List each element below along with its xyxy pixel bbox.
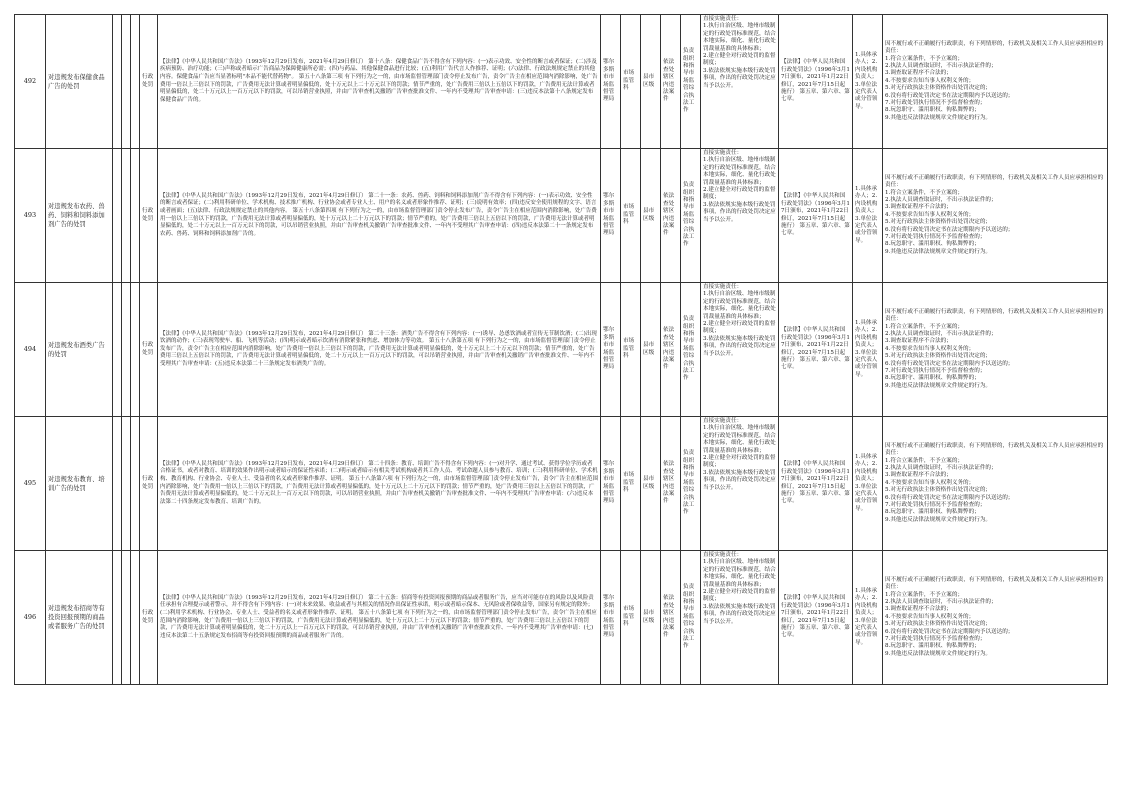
liability-line: 9.其他违反法律法规规章文件规定的行为。: [885, 114, 992, 121]
row-number: 496: [15, 551, 46, 685]
liability-line: 因不履行或不正确履行行政职责，有下列情形的，行政机关及相关工作人员应承担相应的责任：: [885, 442, 1104, 457]
duty-line: 直接实施责任：: [703, 16, 743, 22]
liability-situations: [883, 417, 1108, 551]
duty-line: 3.依法依规实施本级行政处罚事项，作出的行政处罚决定应当予以公开。: [703, 603, 776, 625]
accountability-basis: 【法律】《中华人民共和国行政处罚法》（1996年3月17日颁布，2021年1月22日修订，2021年7月15日起施行） 第五章、第六章、第七章。: [779, 283, 853, 417]
item-name: 对违规发布酒类广告的处罚: [46, 283, 113, 417]
legal-basis: 【法律】《中华人民共和国广告法》（1993年12月29日发布，2021年4月29日修订） 第十八条：保健食品广告不得含有下列内容：(一)表示功效、安全性的断言或者保证；(二)涉及疾病预防、治疗功能；(三)声称或者暗示广告商品为保障健康所必需；(四)与药品、其他保健食品进行比较；(五)利用广告代言人作推荐、证明；(六)法律、行政法规规定禁止的其他内容。保健食品广告应当显著标明"本品不能代替药物"。 第五十八条第三项 有下列行为之一的，由市场监督管理部门责令停止发布广告，责令广告主在相应范围内消除影响，处广告费用一倍以上三倍以下的罚款，广告费用无法计算或者明显偏低的，处十万元以上二十万元以下的罚款；情节严重的，处广告费用三倍以上五倍以下的罚款，广告费用无法计算或者明显偏低的，处二十万元以上一百万元以下的罚款，可以吊销营业执照，并由广告审查机关撤销广告审查批准文件、一年内不受理其广告审查申请：(三)违反本法第十八条规定发布保健食品广告的。: [158, 15, 601, 149]
liability-line: 2.执法人员调查取证时，不出示执法证件的；: [885, 330, 997, 337]
duty-line: 直接实施责任：: [703, 552, 743, 558]
liability-line: 1.符合立案条件，不予立案的；: [885, 55, 964, 62]
blank-cell: [122, 417, 131, 551]
liability-line: 因不履行或不正确履行行政职责，有下列情形的，行政机关及相关工作人员应承担相应的责任：: [885, 40, 1104, 55]
exercise-mode: 依法查处辖区内违法案件: [661, 283, 681, 417]
table-row: [15, 15, 1108, 149]
power-list-table: [14, 14, 1108, 685]
implementing-dept: 鄂尔多斯市市场监督管理局: [601, 551, 621, 685]
responsibility-subject: 负责组织和指导市场监管综合执法工作: [681, 149, 701, 283]
liability-line: 9.其他违反法律法规规章文件规定的行为。: [885, 650, 992, 657]
liability-line: 3.调查取证程序不合法的；: [885, 70, 952, 77]
duty-line: 直接实施责任：: [703, 150, 743, 156]
liability-line: 3.调查取证程序不合法的；: [885, 606, 952, 613]
implementing-dept: 鄂尔多斯市市场监督管理局: [601, 149, 621, 283]
liability-situations: [883, 149, 1108, 283]
legal-basis: 【法律】《中华人民共和国广告法》（1993年12月29日发布，2021年4月29日修订） 第二十一条：农药、兽药、饲料和饲料添加剂广告不得含有下列内容：(一)表示功效、安全性的断言或者保证；(二)利用科研单位、学术机构、技术推广机构、行业协会或者专业人士、用户的名义或者形象作推荐、证明；(三)说明有效率；(四)违反安全使用规程的文字、语言或者画面；(五)法律、行政法规规定禁止的其他内容。 第五十八条第四项 有下列行为之一的，由市场监督管理部门责令停止发布广告，责令广告主在相应范围内消除影响，处广告费用一倍以上三倍以下的罚款，广告费用无法计算或者明显偏低的，处十万元以上二十万元以下的罚款；情节严重的，处广告费用三倍以上五倍以下的罚款，广告费用无法计算或者明显偏低的，处二十万元以上一百万元以下的罚款，可以吊销营业执照，并由广告审查机关撤销广告审查批准文件、一年内不受理其广告审查申请：(四)违反本法第二十一条规定发布农药、兽药、饲料和饲料添加剂广告的。: [158, 149, 601, 283]
exercise-mode: 依法查处辖区内违法案件: [661, 417, 681, 551]
blank-cell: [122, 149, 131, 283]
accountability-basis: 【法律】《中华人民共和国行政处罚法》（1996年3月17日颁布，2021年1月22日修订，2021年7月15日起施行） 第五章、第六章、第七章。: [779, 149, 853, 283]
table-row: [15, 417, 1108, 551]
duty-line: 1.执行自治区级、地州市级制定的行政处罚标准规范，结合本地实际，细化、量化行政处罚裁量基准的具体标准；: [703, 291, 776, 320]
duty-line: 2.建立健全对行政处罚的监督制度；: [703, 187, 776, 201]
accountable-persons: 1.具体承办人；2.内设机构负责人；3.单位法定代表人或分管领导。: [853, 551, 883, 685]
duty-line: 2.建立健全对行政处罚的监督制度；: [703, 455, 776, 469]
liability-line: 8.玩忽职守、滥用职权、徇私舞弊的；: [885, 375, 980, 382]
item-type: 行政处罚: [140, 551, 158, 685]
liability-line: 9.其他违反法律法规规章文件规定的行为。: [885, 516, 992, 523]
duty-list: [701, 15, 779, 149]
liability-line: 7.对行政处罚执行情况不予监督检查的；: [885, 636, 986, 643]
blank-cell: [131, 15, 140, 149]
accountability-basis: 【法律】《中华人民共和国行政处罚法》（1996年3月17日颁布，2021年1月22日修订，2021年7月15日起施行） 第五章、第六章、第七章。: [779, 417, 853, 551]
liability-line: 7.对行政处罚执行情况不予监督检查的；: [885, 368, 986, 375]
liability-situations: [883, 551, 1108, 685]
accountable-persons: 1.具体承办人；2.内设机构负责人；3.单位法定代表人或分管领导。: [853, 417, 883, 551]
exercise-mode: 依法查处辖区内违法案件: [661, 551, 681, 685]
accountable-persons: 1.具体承办人；2.内设机构负责人；3.单位法定代表人或分管领导。: [853, 283, 883, 417]
accountable-persons: 1.具体承办人；2.内设机构负责人；3.单位法定代表人或分管领导。: [853, 149, 883, 283]
liability-situations: [883, 15, 1108, 149]
liability-line: 2.执法人员调查取证时，不出示执法证件的；: [885, 62, 997, 69]
blank-cell: [113, 417, 122, 551]
table-row: [15, 283, 1108, 417]
item-name: 对违规发布教育、培训广告的处罚: [46, 417, 113, 551]
accountability-basis: 【法律】《中华人民共和国行政处罚法》（1996年3月17日颁布，2021年1月22日修订，2021年7月15日起施行） 第五章、第六章、第七章。: [779, 551, 853, 685]
liability-line: 9.其他违反法律法规规章文件规定的行为。: [885, 248, 992, 255]
liability-line: 4.不按要求告知当事人权利义务的；: [885, 613, 975, 620]
liability-line: 8.玩忽职守、滥用职权、徇私舞弊的；: [885, 107, 980, 114]
exercise-mode: 依法查处辖区内违法案件: [661, 149, 681, 283]
liability-line: 2.执法人员调查取证时，不出示执法证件的；: [885, 598, 997, 605]
liability-line: 3.调查取证程序不合法的；: [885, 204, 952, 211]
duty-line: 1.执行自治区级、地州市级制定的行政处罚标准规范，结合本地实际，细化、量化行政处罚裁量基准的具体标准；: [703, 559, 776, 588]
legal-basis: 【法律】《中华人民共和国广告法》（1993年12月29日发布，2021年4月29日修订） 第二十三条：酒类广告不得含有下列内容：(一)诱导、怂恿饮酒或者宣传无节制饮酒；(二)出现饮酒的动作；(三)表现驾驶车、船、飞机等活动；(四)明示或者暗示饮酒有消除紧张和焦虑、增加体力等功效。 第五十八条第五项 有下列行为之一的，由市场监督管理部门责令停止发布广告，责令广告主在相应范围内消除影响，处广告费用一倍以上三倍以下的罚款，广告费用无法计算或者明显偏低的，处十万元以上二十万元以下的罚款；情节严重的，处广告费用三倍以上五倍以下的罚款，广告费用无法计算或者明显偏低的，处二十万元以上一百万元以下的罚款，可以吊销营业执照，并由广告审查机关撤销广告审查批准文件、一年内不受理其广告审查申请：(五)违反本法第二十三条规定发布酒类广告的。: [158, 283, 601, 417]
duty-list: [701, 283, 779, 417]
liability-line: 5.对无行政执法主体资格作出处罚决定的；: [885, 219, 992, 226]
blank-cell: [131, 551, 140, 685]
duty-list: [701, 149, 779, 283]
duty-line: 1.执行自治区级、地州市级制定的行政处罚标准规范，结合本地实际，细化、量化行政处罚裁量基准的具体标准；: [703, 425, 776, 454]
item-type: 行政处罚: [140, 149, 158, 283]
blank-cell: [131, 149, 140, 283]
blank-cell: [122, 283, 131, 417]
implementing-dept: 鄂尔多斯市市场监督管理局: [601, 417, 621, 551]
liability-line: 1.符合立案条件，不予立案的；: [885, 457, 964, 464]
item-name: 对违规发布农药、兽药、饲料和饲料添加剂广告的处罚: [46, 149, 113, 283]
liability-line: 1.符合立案条件，不予立案的；: [885, 591, 964, 598]
liability-line: 6.没有将行政处罚决定书在法定期限内予以送达的；: [885, 494, 1014, 501]
liability-line: 4.不按要求告知当事人权利义务的；: [885, 211, 975, 218]
liability-line: 8.玩忽职守、滥用职权、徇私舞弊的；: [885, 643, 980, 650]
liability-line: 7.对行政处罚执行情况不予监督检查的；: [885, 502, 986, 509]
duty-line: 1.执行自治区级、地州市级制定的行政处罚标准规范，结合本地实际，细化、量化行政处罚裁量基准的具体标准；: [703, 157, 776, 186]
duty-list: [701, 417, 779, 551]
liability-line: 6.没有将行政处罚决定书在法定期限内予以送达的；: [885, 360, 1014, 367]
liability-line: 7.对行政处罚执行情况不予监督检查的；: [885, 234, 986, 241]
responsible-section: 市场监管科: [621, 417, 641, 551]
duty-line: 2.建立健全对行政处罚的监督制度；: [703, 53, 776, 67]
item-name: 对违规发布保健食品广告的处罚: [46, 15, 113, 149]
liability-line: 4.不按要求告知当事人权利义务的；: [885, 77, 975, 84]
liability-line: 3.调查取证程序不合法的；: [885, 338, 952, 345]
duty-line: 1.执行自治区级、地州市级制定的行政处罚标准规范，结合本地实际，细化、量化行政处罚裁量基准的具体标准；: [703, 23, 776, 52]
table-row: [15, 551, 1108, 685]
blank-cell: [113, 283, 122, 417]
liability-line: 1.符合立案条件，不予立案的；: [885, 189, 964, 196]
liability-line: 8.玩忽职守、滥用职权、徇私舞弊的；: [885, 509, 980, 516]
accountable-persons: 1.具体承办人；2.内设机构负责人；3.单位法定代表人或分管领导。: [853, 15, 883, 149]
exercise-level: 县市区级: [641, 283, 661, 417]
liability-line: 6.没有将行政处罚决定书在法定期限内予以送达的；: [885, 628, 1014, 635]
liability-line: 5.对无行政执法主体资格作出处罚决定的；: [885, 353, 992, 360]
liability-line: 9.其他违反法律法规规章文件规定的行为。: [885, 382, 992, 389]
blank-cell: [131, 417, 140, 551]
responsible-section: 市场监管科: [621, 551, 641, 685]
item-type: 行政处罚: [140, 15, 158, 149]
liability-line: 3.调查取证程序不合法的；: [885, 472, 952, 479]
duty-line: 直接实施责任：: [703, 418, 743, 424]
liability-line: 因不履行或不正确履行行政职责，有下列情形的，行政机关及相关工作人员应承担相应的责任：: [885, 308, 1104, 323]
exercise-level: 县市区级: [641, 417, 661, 551]
responsible-section: 市场监管科: [621, 283, 641, 417]
liability-line: 2.执法人员调查取证时，不出示执法证件的；: [885, 196, 997, 203]
liability-line: 4.不按要求告知当事人权利义务的；: [885, 345, 975, 352]
exercise-level: 县市区级: [641, 551, 661, 685]
liability-line: 5.对无行政执法主体资格作出处罚决定的；: [885, 621, 992, 628]
exercise-level: 县市区级: [641, 15, 661, 149]
liability-line: 8.玩忽职守、滥用职权、徇私舞弊的；: [885, 241, 980, 248]
blank-cell: [122, 15, 131, 149]
blank-cell: [113, 551, 122, 685]
implementing-dept: 鄂尔多斯市市场监督管理局: [601, 283, 621, 417]
table-row: [15, 149, 1108, 283]
accountability-basis: 【法律】《中华人民共和国行政处罚法》（1996年3月17日颁布，2021年1月22日修订，2021年7月15日起施行） 第五章、第六章、第七章。: [779, 15, 853, 149]
duty-line: 2.建立健全对行政处罚的监督制度；: [703, 589, 776, 603]
duty-list: [701, 551, 779, 685]
liability-line: 7.对行政处罚执行情况不予监督检查的；: [885, 100, 986, 107]
liability-line: 因不履行或不正确履行行政职责，有下列情形的，行政机关及相关工作人员应承担相应的责任：: [885, 576, 1104, 591]
duty-line: 2.建立健全对行政处罚的监督制度；: [703, 321, 776, 335]
liability-line: 因不履行或不正确履行行政职责，有下列情形的，行政机关及相关工作人员应承担相应的责任：: [885, 174, 1104, 189]
liability-line: 5.对无行政执法主体资格作出处罚决定的；: [885, 487, 992, 494]
blank-cell: [122, 551, 131, 685]
exercise-level: 县市区级: [641, 149, 661, 283]
responsible-section: 市场监管科: [621, 149, 641, 283]
row-number: 493: [15, 149, 46, 283]
duty-line: 3.依法依规实施本级行政处罚事项，作出的行政处罚决定应当予以公开。: [703, 67, 776, 89]
row-number: 495: [15, 417, 46, 551]
liability-situations: [883, 283, 1108, 417]
liability-line: 6.没有将行政处罚决定书在法定期限内予以送达的；: [885, 92, 1014, 99]
blank-cell: [113, 15, 122, 149]
responsible-section: 市场监管科: [621, 15, 641, 149]
liability-line: 2.执法人员调查取证时，不出示执法证件的；: [885, 464, 997, 471]
item-type: 行政处罚: [140, 283, 158, 417]
responsibility-subject: 负责组织和指导市场监管综合执法工作: [681, 551, 701, 685]
liability-line: 4.不按要求告知当事人权利义务的；: [885, 479, 975, 486]
responsibility-subject: 负责组织和指导市场监管综合执法工作: [681, 283, 701, 417]
legal-basis: 【法律】《中华人民共和国广告法》（1993年12月29日发布，2021年4月29日修订） 第二十四条：教育、培训广告不得含有下列内容：(一)对升学、通过考试、获得学位学历或者合格证书，或者对教育、培训的效果作出明示或者暗示的保证性承诺；(二)明示或者暗示有相关考试机构或者其工作人员、考试命题人员参与教育、培训；(三)利用科研单位、学术机构、教育机构、行业协会、专业人士、受益者的名义或者形象作推荐、证明。 第五十八条第六项 有下列行为之一的，由市场监督管理部门责令停止发布广告，责令广告主在相应范围内消除影响，处广告费用一倍以上三倍以下的罚款，广告费用无法计算或者明显偏低的，处十万元以上二十万元以下的罚款；情节严重的，处广告费用三倍以上五倍以下的罚款，广告费用无法计算或者明显偏低的，处二十万元以上一百万元以下的罚款，可以吊销营业执照，并由广告审查机关撤销广告审查批准文件、一年内不受理其广告审查申请：(六)违反本法第二十四条规定发布教育、培训广告的。: [158, 417, 601, 551]
blank-cell: [113, 149, 122, 283]
blank-cell: [131, 283, 140, 417]
liability-line: 5.对无行政执法主体资格作出处罚决定的；: [885, 85, 992, 92]
liability-line: 1.符合立案条件，不予立案的；: [885, 323, 964, 330]
row-number: 492: [15, 15, 46, 149]
duty-line: 3.依法依规实施本级行政处罚事项，作出的行政处罚决定应当予以公开。: [703, 469, 776, 491]
duty-line: 3.依法依规实施本级行政处罚事项，作出的行政处罚决定应当予以公开。: [703, 335, 776, 357]
responsibility-subject: 负责组织和指导市场监管综合执法工作: [681, 417, 701, 551]
liability-line: 6.没有将行政处罚决定书在法定期限内予以送达的；: [885, 226, 1014, 233]
duty-line: 直接实施责任：: [703, 284, 743, 290]
legal-basis: 【法律】《中华人民共和国广告法》（1993年12月29日发布，2021年4月29日修订） 第二十五条：招商等有投资回报预期的商品或者服务广告，应当对可能存在的风险以及风险责任承担有合理提示或者警示，并不得含有下列内容：(一)对未来效果、收益或者与其相关的情况作出保证性承诺，明示或者暗示保本、无风险或者保收益等，国家另有规定的除外；(二)利用学术机构、行业协会、专业人士、受益者的名义或者形象作推荐、证明。 第五十八条第七项 有下列行为之一的，由市场监督管理部门责令停止发布广告，责令广告主在相应范围内消除影响，处广告费用一倍以上三倍以下的罚款，广告费用无法计算或者明显偏低的，处十万元以上二十万元以下的罚款；情节严重的，处广告费用三倍以上五倍以下的罚款，广告费用无法计算或者明显偏低的，处二十万元以上一百万元以下的罚款，可以吊销营业执照，并由广告审查机关撤销广告审查批准文件、一年内不受理其广告审查申请：(七)违反本法第二十五条规定发布招商等有投资回报预期的商品或者服务广告的。: [158, 551, 601, 685]
item-name: 对违规发布招商等有投资回报预期的商品或者服务广告的处罚: [46, 551, 113, 685]
exercise-mode: 依法查处辖区内违法案件: [661, 15, 681, 149]
duty-line: 3.依法依规实施本级行政处罚事项，作出的行政处罚决定应当予以公开。: [703, 201, 776, 223]
responsibility-subject: 负责组织和指导市场监管综合执法工作: [681, 15, 701, 149]
item-type: 行政处罚: [140, 417, 158, 551]
implementing-dept: 鄂尔多斯市市场监督管理局: [601, 15, 621, 149]
row-number: 494: [15, 283, 46, 417]
